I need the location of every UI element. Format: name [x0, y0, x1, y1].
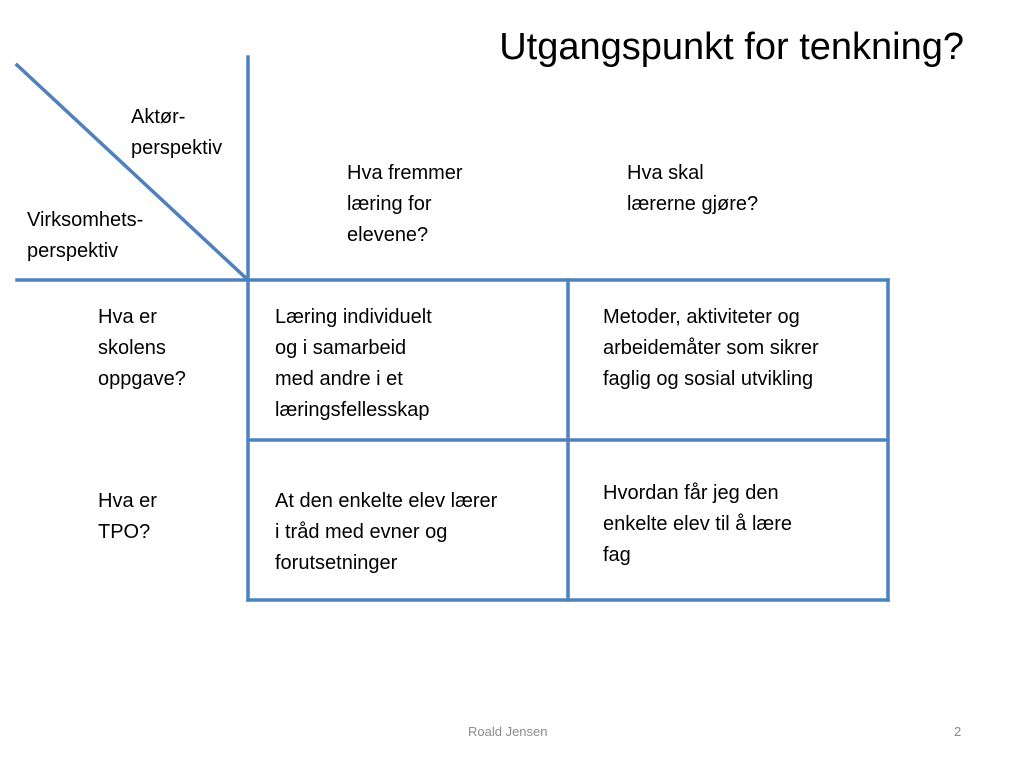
- column-header-teachers: Hva skal lærerne gjøre?: [627, 162, 759, 215]
- slide-title: Utgangspunkt for tenkning?: [499, 26, 964, 68]
- corner-label-enterprise-perspective: Virksomhets- perspektiv: [27, 209, 144, 262]
- cell-row2-col1: At den enkelte elev lærer i tråd med evner og forutsetninger: [275, 490, 498, 574]
- row-label-tpo: Hva er TPO?: [98, 490, 157, 543]
- row-label-school-task: Hva er skolens oppgave?: [98, 306, 186, 390]
- column-header-learning: Hva fremmer læring for elevene?: [347, 162, 463, 246]
- footer-page-number: 2: [954, 724, 962, 739]
- corner-label-actor-perspective: Aktør- perspektiv: [131, 106, 223, 159]
- cell-row1-col2: Metoder, aktiviteter og arbeidemåter som sikrer faglig og sosial utvikling: [603, 306, 819, 390]
- cell-row2-col2: Hvordan får jeg den enkelte elev til å lære fag: [603, 482, 792, 566]
- footer-author: Roald Jensen: [468, 724, 548, 739]
- cell-row1-col1: Læring individuelt og i samarbeid med andre i et læringsfellesskap: [275, 306, 432, 421]
